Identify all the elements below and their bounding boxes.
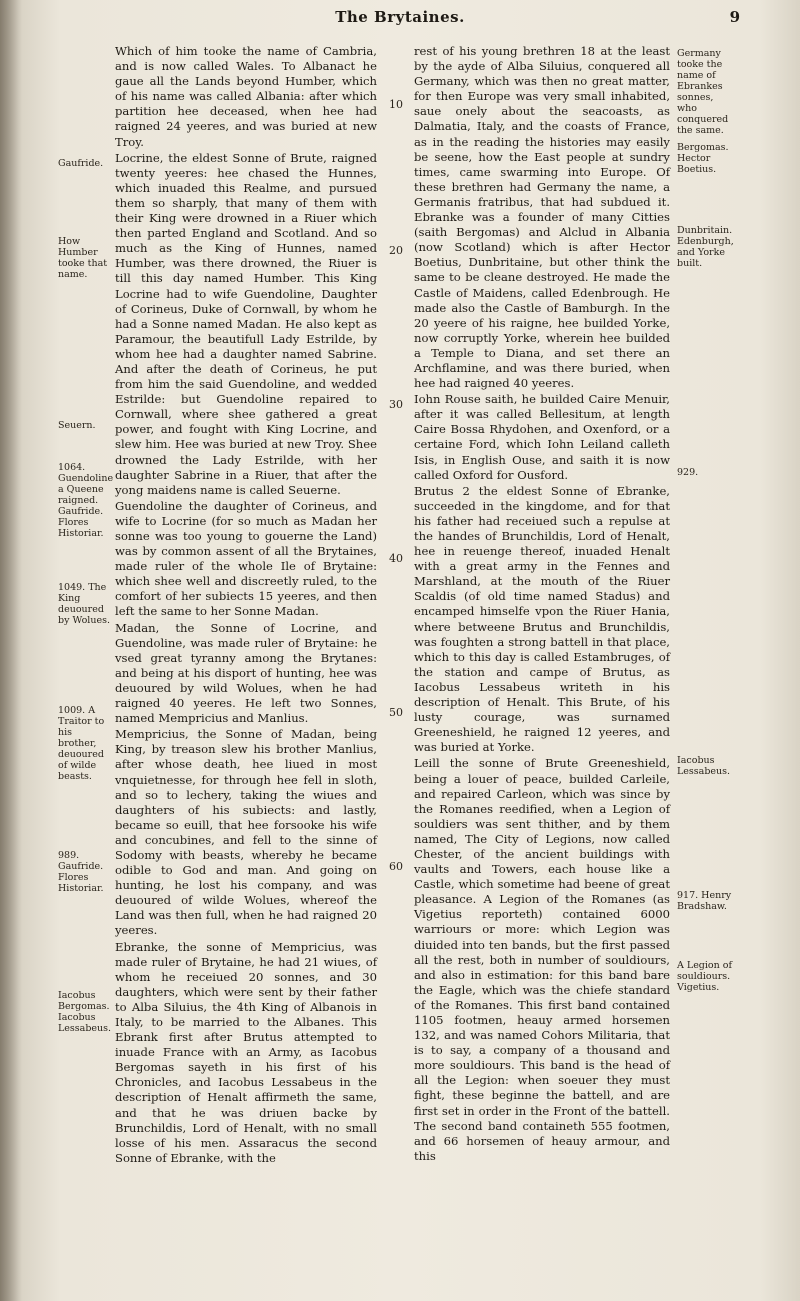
margin-note-legion: A Legion of souldiours. Vigetius.	[677, 960, 733, 993]
line-number-60: 60	[389, 860, 403, 873]
margin-note-seuern: Seuern.	[58, 420, 96, 431]
margin-note-iacobus: Iacobus Bergomas. Iacobus Lessabeus.	[58, 990, 112, 1034]
right-column	[414, 44, 670, 1165]
page-number: 9	[729, 8, 740, 26]
paragraph: Mempricius, the Sonne of Madan, being King, by treason slew his brother Manlius, after whose death, hee liued in most vnquietnesse, for through hee fell in sloth, and so to lechery, taking the wiues and daughters of his subiects: and lastly, became so euill, that hee forsooke his wife and concubines, and fell to the sinne of Sodomy with beasts, whereby he became odible to God and man. And going on hunting, he lost his company, and was deuoured of wilde Wolues, whereof the Land was then full, when he had raigned 20 yeeres.	[115, 727, 377, 938]
paragraph: Iohn Rouse saith, he builded Caire Menuir, after it was called Bellesitum, at length Caire Bossa Rhydohen, and Oxenford, or a certaine Ford, which Iohn Leiland calleth Isis, in English Ouse, and saith it is now called Oxford for Ousford.	[414, 392, 670, 482]
paragraph: Madan, the Sonne of Locrine, and Guendoline, was made ruler of Brytaine: he vsed great tyranny among the Brytanes: and being at his disport of hunting, hee was deuoured by wild Wolues, when he had raigned 40 yeeres. He left two Sonnes, named Mempricius and Manlius.	[115, 620, 377, 726]
line-number-30: 30	[389, 398, 403, 411]
margin-note-929: 929.	[677, 467, 699, 478]
margin-note-wolues: 1049. The King deuoured by Wolues.	[58, 582, 110, 626]
margin-note-gaufride-2: 989. Gaufride. Flores Historiar.	[58, 850, 104, 894]
margin-note-lessabeus: Iacobus Lessabeus.	[677, 755, 731, 777]
paragraph: rest of his young brethren 18 at the least by the ayde of Alba Siluius, conquered all Germany, which was then no great matter, for then Europe was very small inhabited, saue onely about the seacoasts, as Dalmatia, Italy, and the coasts of France, as in the reading the histories may easily be seene, how the East people at sundry times, came swarming into Europe. Of these brethren had Germany the name, a Germanis fratribus, that had subdued it. Ebranke was a founder of many Citties (saith Bergomas) and Alclud in Albania (now Scotland) which is after Hector Boetius, Dunbritaine, but other think the same to be cleane destroyed. He made the Castle of Maidens, called Edenbrough. He made also the Castle of Bamburgh. In the 20 yeere of his raigne, hee builded Yorke, now corruptly Yorke, wherein hee builded a Temple to Diana, and set there an Archflamine, and was there buried, when hee had raigned 40 yeeres.	[414, 44, 670, 391]
margin-note-germany: Germany tooke the name of Ebrankes sonnes, who conquered the same.	[677, 48, 729, 136]
line-number-40: 40	[389, 552, 403, 565]
line-number-20: 20	[389, 244, 403, 257]
paragraph: Guendoline the daughter of Corineus, and wife to Locrine (for so much as Madan her sonne was too young to gouerne the Land) was by common assent of all the Brytaines, made ruler of the whole Ile of Brytaine: which shee well and discreetly ruled, to the comfort of her subiects 15 yeeres, and then left the same to her Sonne Madan.	[115, 498, 377, 619]
paragraph: Locrine, the eldest Sonne of Brute, raigned twenty yeeres: hee chased the Hunnes, which inuaded this Realme, and pursued them so sharply, that many of them with their King were drowned in a Riuer which then parted England and Scotland. And so much as the King of Hunnes, named Humber, was there drowned, the Riuer is till this day named Humber. This King Locrine had to wife Guendoline, Daughter of Corineus, Duke of Cornwall, by whom he had a Sonne named Madan. He also kept as Paramour, the beautifull Lady Estrilde, by whom hee had a daughter named Sabrine. And after the death of Corineus, he put from him the said Guendoline, and wedded Estrilde: but Guendoline repaired to Cornwall, where shee gathered a great power, and fought with King Locrine, and slew him. Hee was buried at new Troy. Shee drowned the Lady Estrilde, with her daughter Sabrine in a Riuer, that after the yong maidens name is called Seuerne.	[115, 150, 377, 497]
running-title: The Brytaines.	[335, 8, 465, 26]
margin-note-bergomas: Bergomas. Hector Boetius.	[677, 142, 729, 175]
paragraph: Leill the sonne of Brute Greeneshield, being a louer of peace, builded Carleile, and repaired Carleon, which was since by the Romanes reedified, when a Legion of souldiers was sent thither, and by them named, The City of Legions, now called Chester, of the ancient buildings with vaults and Towers, each house like a Castle, which sometime had beene of great pleasance. A Legion of the Romanes (as Vigetius reporteth) contained 6000 warriours or more: which Legion was diuided into ten bands, but the first passed all the rest, both in number of souldiours, and also in estimation: for this band bare the Eagle, which was the chiefe standard of the Romanes. This first band contained 1105 footmen, heauy armed horsemen 132, and was named Cohors Militaria, that is to say, a company of a thousand and more souldiours. This band is the head of all the Legion: when soeuer they must fight, these beginne the battell, and are first set in order in the Front of the battell. The second band containeth 555 footmen, and 66 horsemen of heauy armour, and this	[414, 756, 670, 1163]
paragraph: Which of him tooke the name of Cambria, and is now called Wales. To Albanact he gaue all the Lands beyond Humber, which of his name was called Albania: after which partition hee deceased, when hee had raigned 24 yeeres, and was buried at new Troy.	[115, 44, 377, 149]
margin-note-dunbritain: Dunbritain. Edenburgh, and Yorke built.	[677, 225, 734, 269]
line-number-10: 10	[389, 98, 403, 111]
line-number-50: 50	[389, 706, 403, 719]
spine-shadow	[0, 0, 22, 1301]
paragraph: Ebranke, the sonne of Mempricius, was made ruler of Brytaine, he had 21 wiues, of whom he receiued 20 sonnes, and 30 daughters, which were sent by their father to Alba Siluius, the 4th King of Albanois in Italy, to be married to the Albanes. This Ebrank first after Brutus attempted to inuade France with an Army, as Iacobus Bergomas sayeth in his first of his Chronicles, and Iacobus Lessabeus in the description of Henalt affirmeth the same, and that he was driuen backe by Brunchildis, Lord of Henalt, with no small losse of his men. Assaracus the second Sonne of Ebranke, with the	[115, 939, 377, 1165]
margin-note-humber: How Humber tooke that name.	[58, 236, 108, 280]
margin-note-guendoline: 1064. Guendoline a Queene raigned. Gaufride. Flores Historiar.	[58, 462, 114, 539]
margin-note-gaufride: Gaufride.	[58, 158, 104, 169]
margin-note-traitor: 1009. A Traitor to his brother, deuoured of wilde beasts.	[58, 705, 105, 782]
left-column	[115, 44, 377, 1167]
page-header	[60, 8, 740, 30]
paragraph: Brutus 2 the eldest Sonne of Ebranke, succeeded in the kingdome, and for that his father had receiued such a repulse at the handes of Brunchildis, Lord of Henalt, hee in reuenge thereof, inuaded Henalt with a great army in the Fennes and Marshland, at the mouth of the Riuer Scaldis (of old time named Stadus) and encamped himselfe vpon the Riuer Hania, where betweene Brutus and Brunchildis, was foughten a strong battell in that place, which to this day is called Estambruges, of the station and campe of Brutus, as Iacobus Lessabeus writeth in his description of Henalt. This Brute, of his lusty courage, was surnamed Greeneshield, he raigned 12 yeeres, and was buried at Yorke.	[414, 483, 670, 755]
margin-note-bradshaw: 917. Henry Bradshaw.	[677, 890, 732, 912]
